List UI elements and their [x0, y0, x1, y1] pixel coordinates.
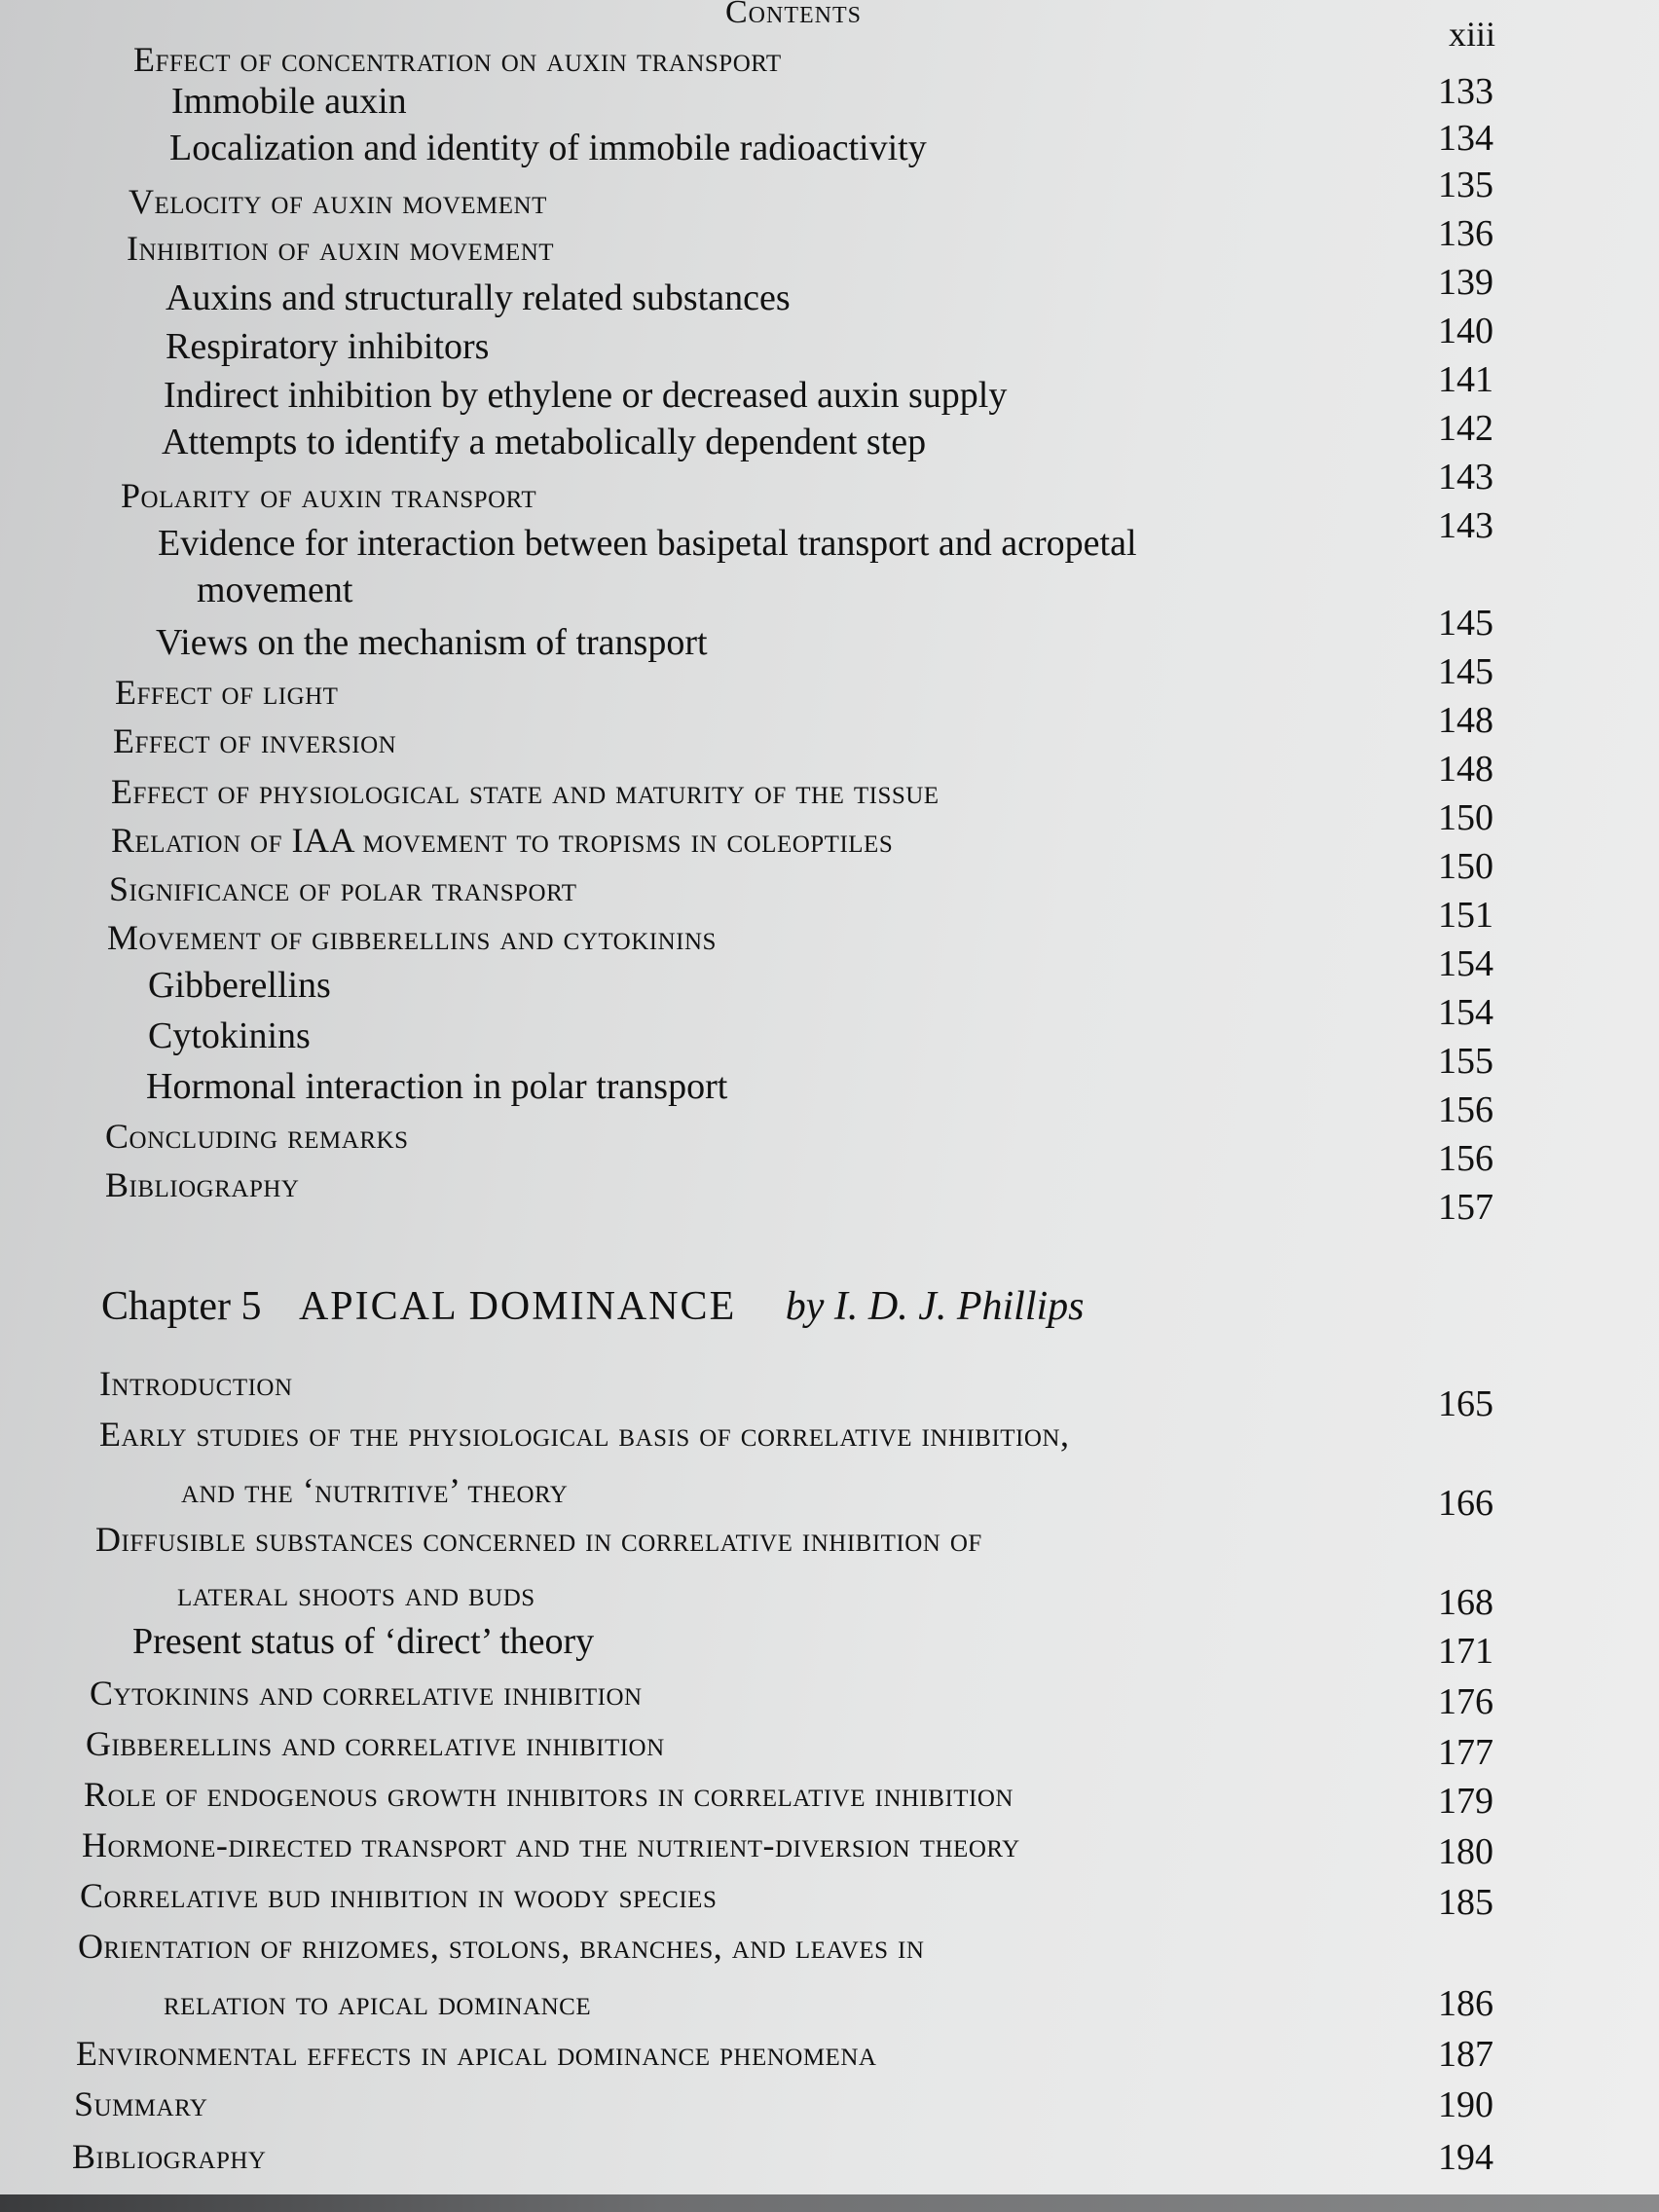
toc-entry-title: Effect of inversion — [113, 721, 397, 760]
toc-entry-page: 168 — [1438, 1582, 1493, 1623]
chapter-title: APICAL DOMINANCE — [298, 1284, 737, 1329]
chapter-heading — [101, 1283, 1085, 1330]
toc-entry-page: 148 — [1438, 749, 1493, 790]
toc-entry-title: Effect of light — [115, 673, 339, 712]
toc-entry-title: Immobile auxin — [171, 81, 407, 122]
toc-entry-title: Localization and identity of immobile radioactivity — [169, 128, 927, 168]
toc-entry-title: Bibliography — [105, 1165, 300, 1204]
toc-entry-page: 177 — [1438, 1732, 1493, 1773]
running-header-title: Contents — [725, 0, 863, 30]
toc-entry-title: Movement of gibberellins and cytokinins — [107, 918, 717, 957]
toc-entry-page: 171 — [1438, 1631, 1493, 1672]
toc-entry-page: 155 — [1438, 1041, 1493, 1082]
toc-entry-title: Orientation of rhizomes, stolons, branches, and leaves in — [78, 1927, 925, 1966]
toc-entry-title: Gibberellins — [148, 965, 331, 1006]
toc-entry-title: Cytokinins — [148, 1015, 311, 1056]
toc-entry-page: 180 — [1438, 1831, 1493, 1872]
toc-entry-page: 179 — [1438, 1781, 1493, 1822]
toc-entry-page: 186 — [1438, 1983, 1493, 2024]
toc-entry-title: Attempts to identify a metabolically dependent step — [162, 422, 927, 462]
toc-entry-title: Inhibition of auxin movement — [127, 229, 555, 268]
toc-entry-title: lateral shoots and buds — [177, 1574, 535, 1613]
toc-entry-title: Gibberellins and correlative inhibition — [86, 1724, 665, 1763]
toc-entry-title: Velocity of auxin movement — [129, 182, 547, 221]
toc-entry-page: 136 — [1438, 213, 1493, 254]
toc-entry-title: Present status of ‘direct’ theory — [132, 1621, 595, 1662]
toc-entry-title: Early studies of the physiological basis of correlative inhibition, — [99, 1415, 1070, 1454]
toc-entry-title: Environmental effects in apical dominance phenomena — [76, 2034, 877, 2073]
toc-entry-title: and the ‘nutritive’ theory — [181, 1471, 569, 1510]
toc-entry-page: 145 — [1438, 651, 1493, 692]
toc-entry-title: Significance of polar transport — [109, 869, 577, 908]
toc-entry-title: Hormonal interaction in polar transport — [146, 1066, 728, 1107]
toc-entry-page: 151 — [1438, 895, 1493, 936]
toc-entry-title: Indirect inhibition by ethylene or decreased auxin supply — [164, 375, 1008, 416]
toc-entry-page: 150 — [1438, 797, 1493, 838]
chapter-author: by I. D. J. Phillips — [785, 1284, 1085, 1329]
toc-entry-title: Auxins and structurally related substances — [166, 277, 791, 318]
toc-entry-page: 139 — [1438, 262, 1493, 303]
toc-entry-page: 165 — [1438, 1383, 1493, 1424]
toc-entry-title: Effect of physiological state and maturity of the tissue — [111, 772, 940, 811]
toc-entry-title: Concluding remarks — [105, 1117, 409, 1156]
toc-entry-page: 190 — [1438, 2084, 1493, 2125]
running-header-page-number: xiii — [1448, 15, 1495, 54]
toc-entry-page: 156 — [1438, 1089, 1493, 1130]
toc-entry-title: Effect of concentration on auxin transport — [133, 40, 782, 79]
toc-entry-page: 133 — [1438, 71, 1493, 112]
toc-entry-title: Evidence for interaction between basipetal transport and acropetal — [158, 523, 1137, 564]
page-edge-shadow — [0, 2194, 1659, 2212]
toc-entry-title: Cytokinins and correlative inhibition — [90, 1674, 643, 1713]
toc-entry-title: Polarity of auxin transport — [121, 476, 537, 515]
toc-entry-page: 143 — [1438, 505, 1493, 546]
toc-entry-title: Respiratory inhibitors — [166, 326, 490, 367]
toc-entry-page: 166 — [1438, 1483, 1493, 1524]
toc-entry-page: 143 — [1438, 457, 1493, 498]
toc-entry-page: 154 — [1438, 943, 1493, 984]
toc-entry-title: Hormone-directed transport and the nutrient-diversion theory — [82, 1825, 1020, 1864]
toc-entry-title: Correlative bud inhibition in woody species — [80, 1876, 718, 1915]
toc-entry-page: 135 — [1438, 165, 1493, 205]
toc-entry-page: 145 — [1438, 603, 1493, 644]
toc-entry-page: 140 — [1438, 311, 1493, 351]
toc-entry-page: 187 — [1438, 2034, 1493, 2075]
toc-entry-page: 134 — [1438, 118, 1493, 159]
toc-entry-title: Introduction — [99, 1364, 293, 1403]
toc-entry-page: 154 — [1438, 992, 1493, 1033]
toc-entry-page: 150 — [1438, 846, 1493, 887]
toc-entry-page: 176 — [1438, 1681, 1493, 1722]
toc-entry-page: 148 — [1438, 700, 1493, 741]
toc-entry-page: 142 — [1438, 408, 1493, 449]
toc-entry-title: Views on the mechanism of transport — [156, 622, 708, 663]
toc-entry-title: Summary — [74, 2084, 208, 2123]
toc-entry-title: Relation of IAA movement to tropisms in coleoptiles — [111, 821, 894, 860]
toc-entry-page: 194 — [1438, 2137, 1493, 2178]
toc-entry-title: relation to apical dominance — [164, 1983, 592, 2022]
toc-entry-page: 141 — [1438, 359, 1493, 400]
toc-entry-title: movement — [197, 570, 353, 610]
toc-entry-title: Diffusible substances concerned in correlative inhibition of — [95, 1520, 982, 1559]
toc-entry-page: 156 — [1438, 1138, 1493, 1179]
toc-entry-title: Role of endogenous growth inhibitors in correlative inhibition — [84, 1775, 1014, 1814]
toc-entry-page: 185 — [1438, 1882, 1493, 1923]
chapter-number: Chapter 5 — [101, 1284, 262, 1329]
toc-entry-page: 157 — [1438, 1187, 1493, 1228]
toc-entry-title: Bibliography — [72, 2137, 267, 2176]
